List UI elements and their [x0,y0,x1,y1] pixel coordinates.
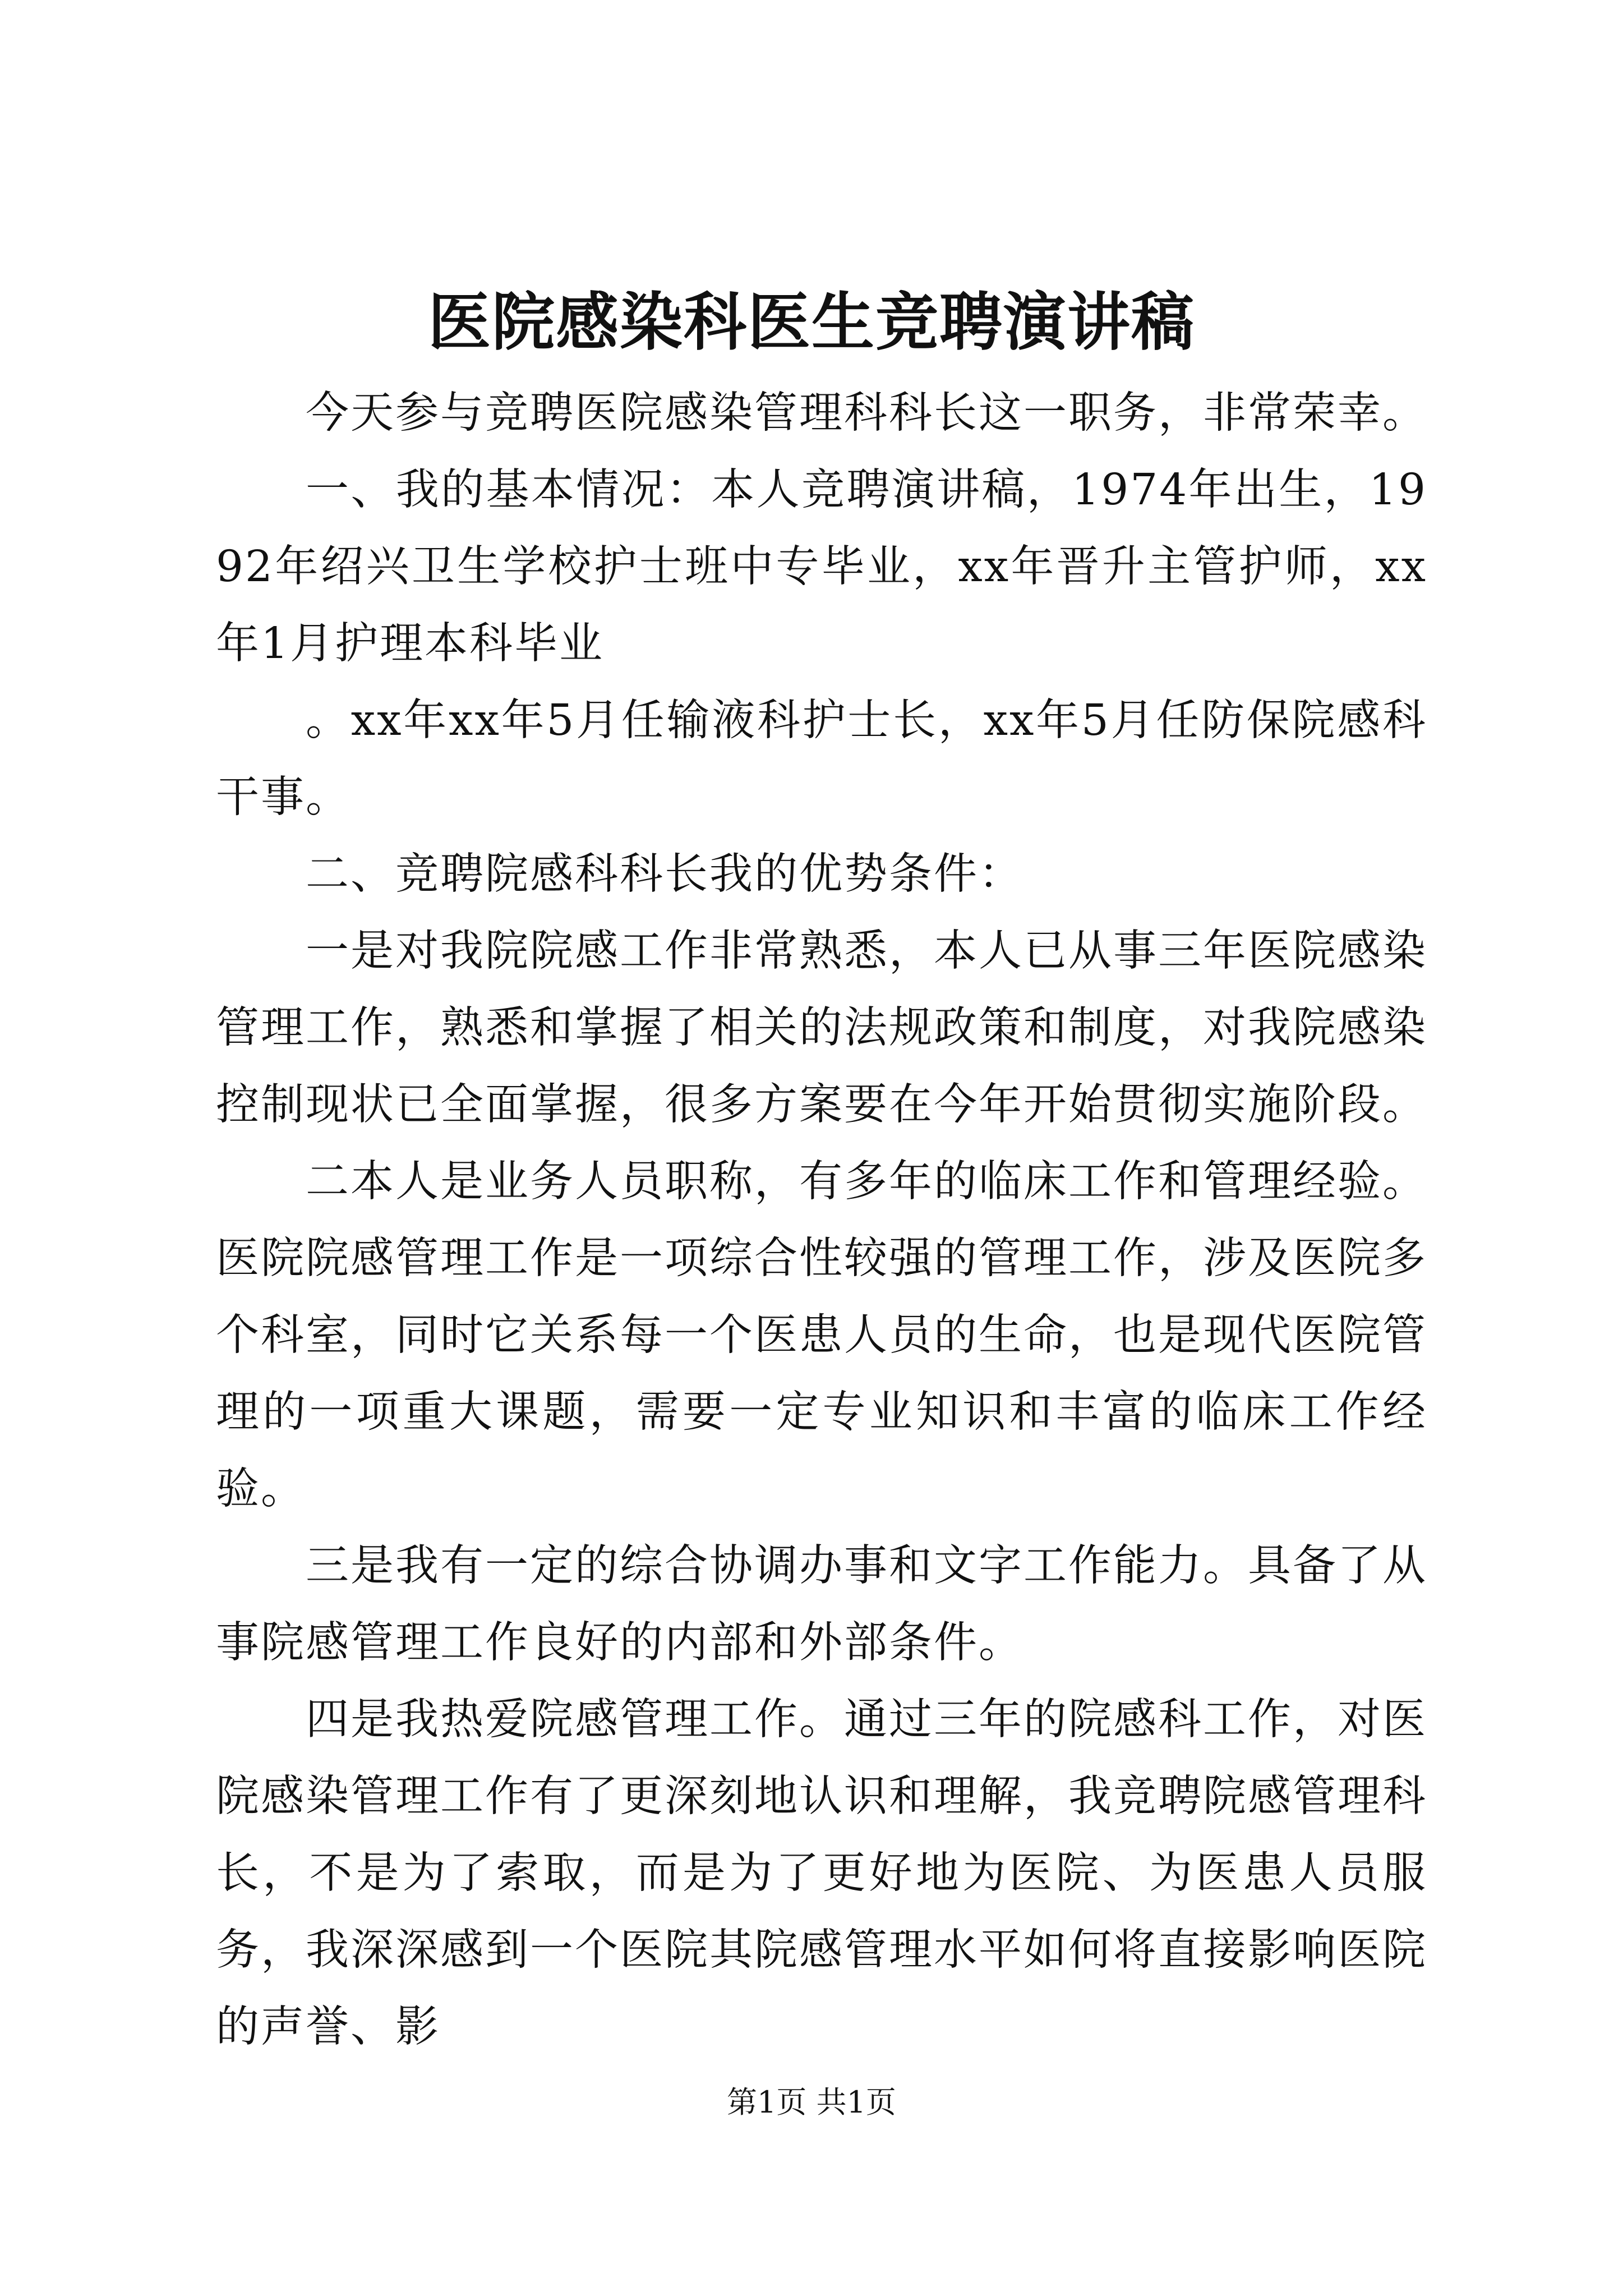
paragraph-career-history: 。xx年xx年5月任输液科护士长，xx年5月任防保院感科干事。 [216,696,1427,822]
paragraph-basic-info: 一、我的基本情况：本人竞聘演讲稿，1974年出生，1992年绍兴卫生学校护士班中专毕业，xx年晋升主管护师，xx年1月护理本科毕业 [216,465,1427,669]
document-body [216,375,1427,2065]
paragraph-advantages-heading: 二、竞聘院感科科长我的优势条件： [306,849,1023,899]
paragraph-intro: 今天参与竞聘医院感染管理科科长这一职务，非常荣幸。 [306,388,1427,438]
document-title: 医院感染科医生竞聘演讲稿 [428,286,1195,359]
paragraph-advantage-four: 四是我热爱院感管理工作。通过三年的院感科工作，对医院感染管理工作有了更深刻地认识和理解，我竞聘院感管理科长，不是为了索取，而是为了更好地为医院、为医患人员服务，我深深感到一个医院其院感管理水平如何将直接影响医院的声誉、影 [216,1695,1427,2052]
paragraph-advantage-one: 一是对我院院感工作非常熟悉，本人已从事三年医院感染管理工作，熟悉和掌握了相关的法规政策和制度，对我院感染控制现状已全面掌握，很多方案要在今年开始贯彻实施阶段。 [216,926,1427,1130]
page-footer: 第1页 共1页 [727,2085,896,2120]
paragraph-advantage-three: 三是我有一定的综合协调办事和文字工作能力。具备了从事院感管理工作良好的内部和外部条件。 [216,1541,1427,1668]
paragraph-advantage-two: 二本人是业务人员职称，有多年的临床工作和管理经验。医院院感管理工作是一项综合性较强的管理工作，涉及医院多个科室，同时它关系每一个医患人员的生命，也是现代医院管理的一项重大课题，需要一定专业知识和丰富的临床工作经验。 [216,1157,1427,1514]
